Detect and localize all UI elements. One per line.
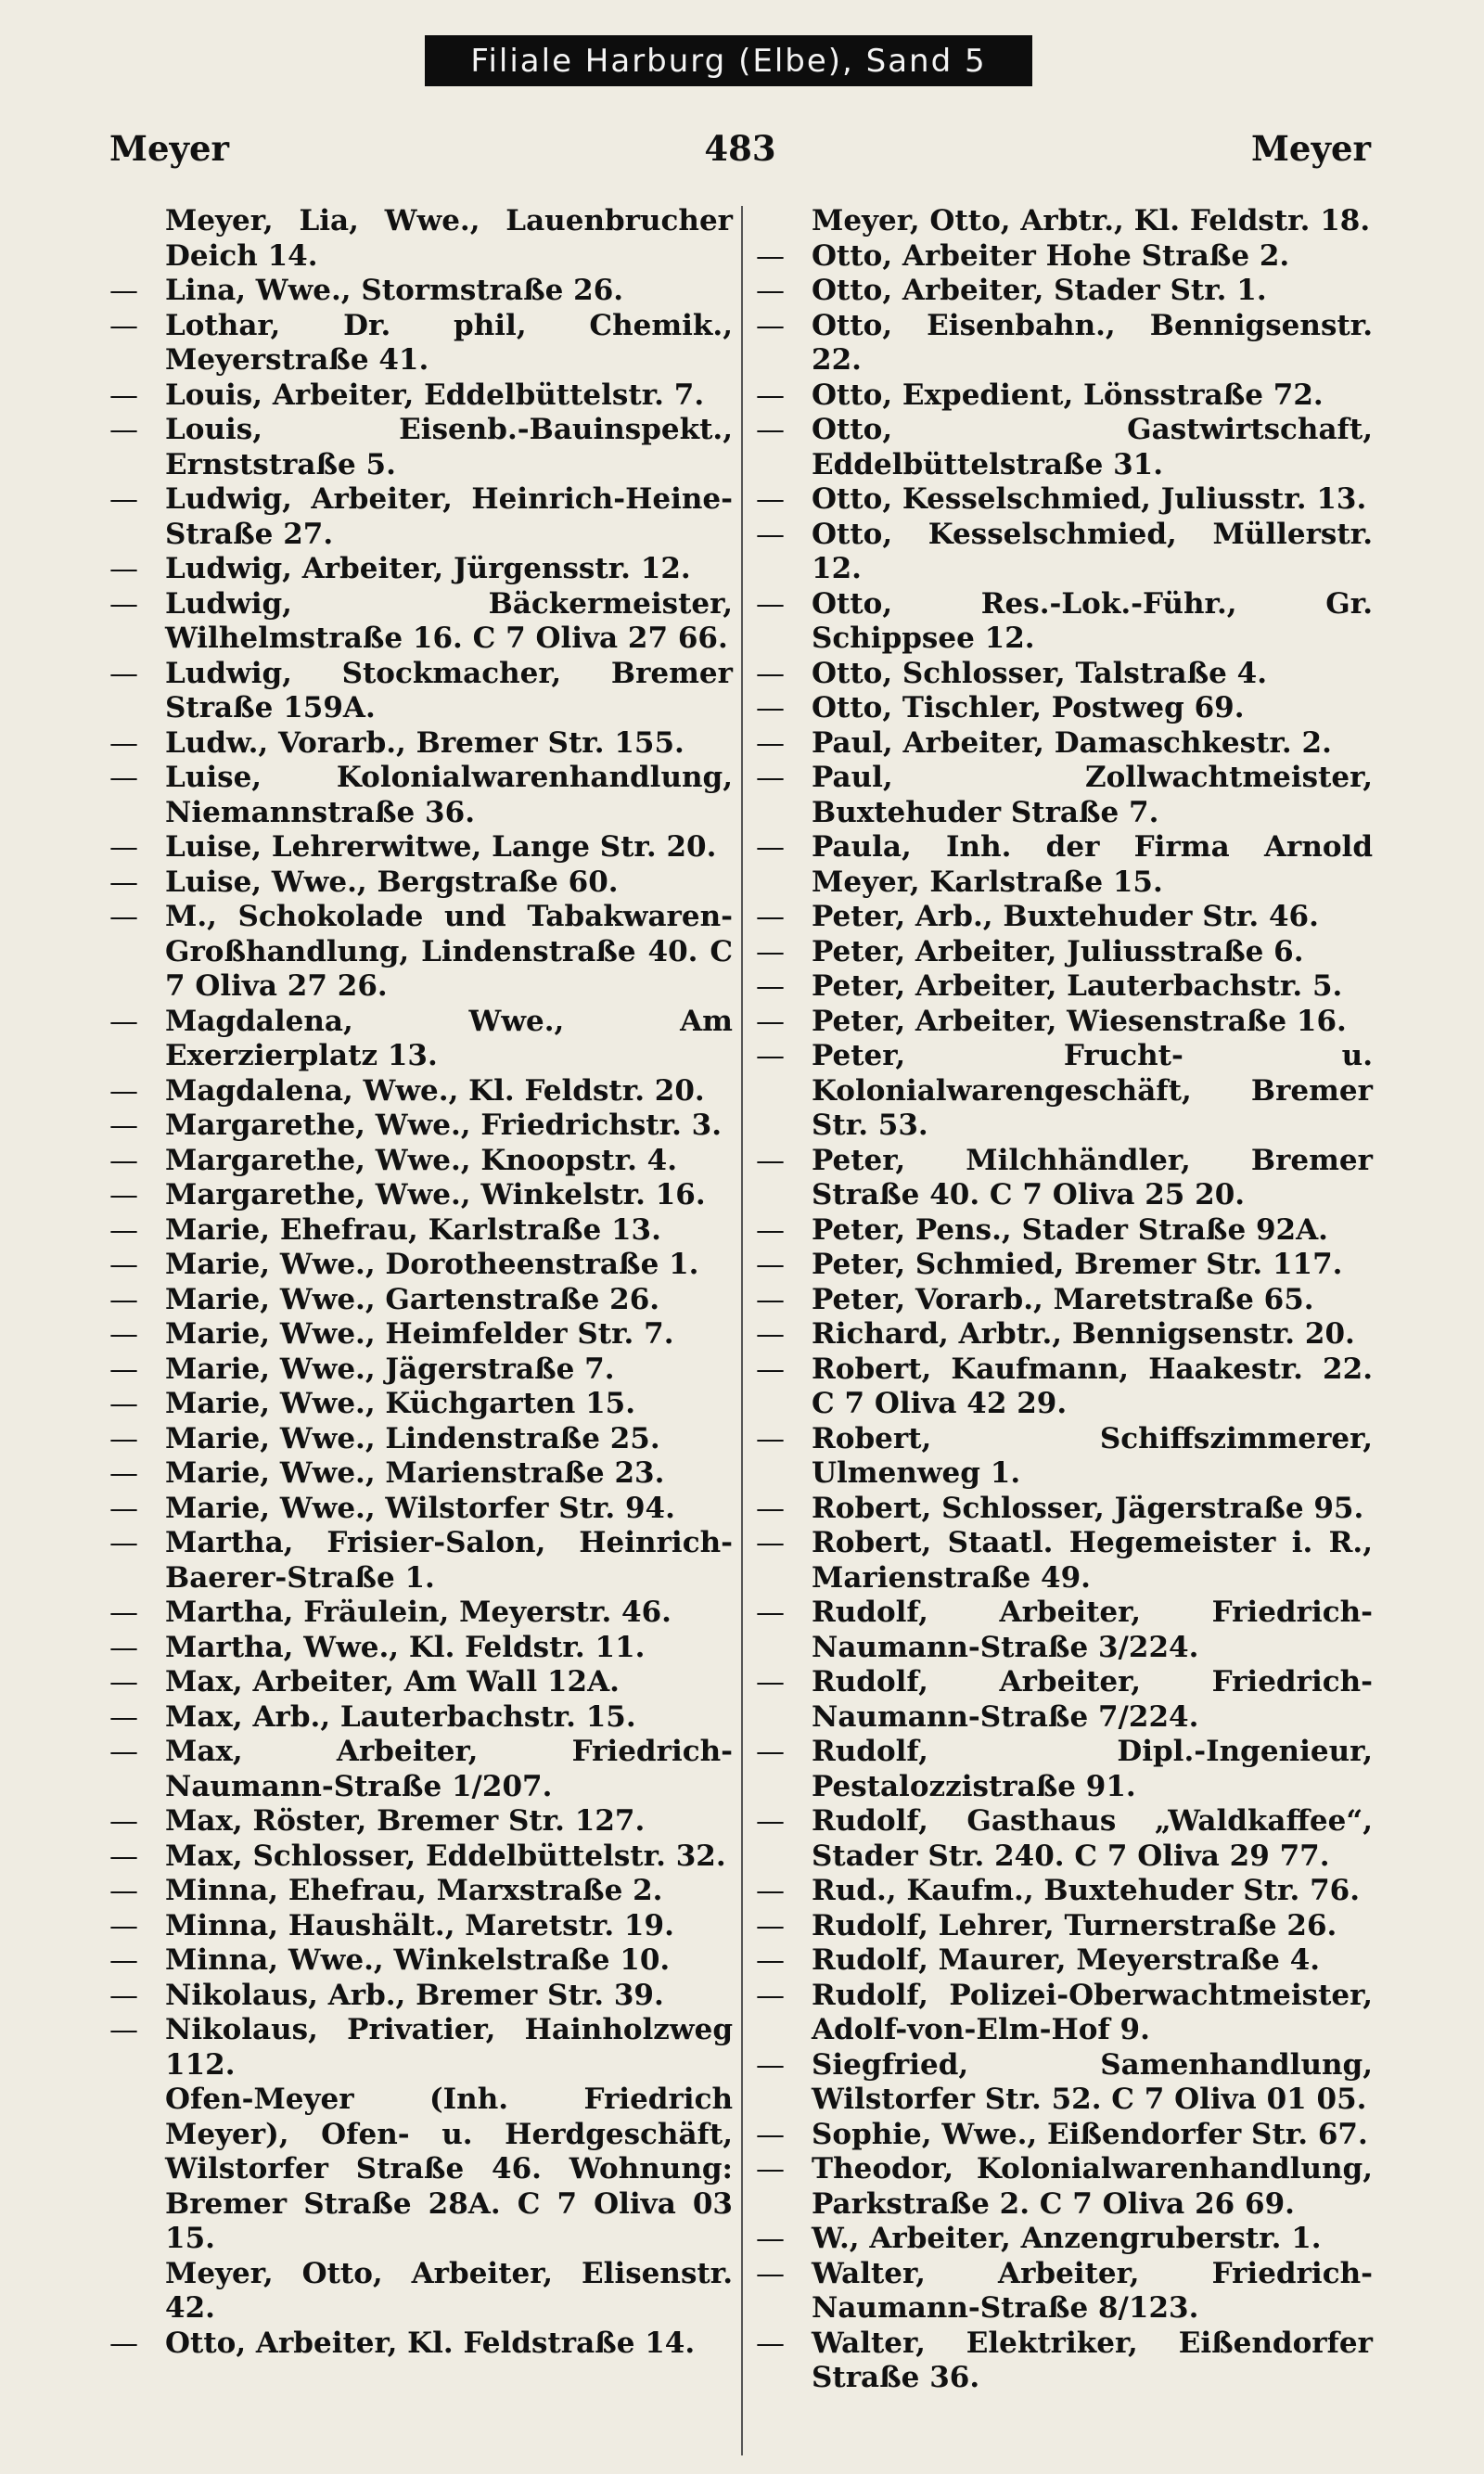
entry-text: Max, Röster, Bremer Str. 127. [165, 1804, 646, 1838]
directory-entry [109, 1979, 733, 2014]
entry-dash: — [109, 1282, 138, 1316]
entry-text: Meyer, Otto, Arbtr., Kl. Feldstr. 18. [812, 204, 1371, 237]
directory-entry [109, 1874, 733, 1909]
directory-entry [756, 1943, 1373, 1979]
entry-text: Ludwig, Stockmacher, Bremer Straße 159A. [165, 656, 733, 724]
entry-text: Otto, Arbeiter Hohe Straße 2. [812, 238, 1290, 273]
entry-text: Nikolaus, Arb., Bremer Str. 39. [165, 1978, 664, 2012]
entry-text: Marie, Wwe., Gartenstraße 26. [165, 1282, 660, 1316]
directory-entry [756, 1422, 1373, 1492]
directory-entry [756, 482, 1373, 518]
entry-dash: — [109, 1526, 138, 1559]
entry-text: Max, Schlosser, Eddelbüttelstr. 32. [165, 1839, 726, 1873]
entry-text: Magdalena, Wwe., Kl. Feldstr. 20. [165, 1073, 705, 1108]
directory-entry [109, 2013, 733, 2083]
directory-entry [109, 1317, 733, 1352]
entry-text: Otto, Arbeiter, Stader Str. 1. [812, 274, 1267, 307]
entry-text: Marie, Ehefrau, Karlstraße 13. [165, 1212, 661, 1247]
entry-text: Walter, Elektriker, Eißendorfer Straße 36. [812, 2326, 1373, 2394]
entry-text: Peter, Arbeiter, Lauterbachstr. 5. [812, 969, 1343, 1003]
entry-dash: — [756, 1596, 785, 1629]
directory-entry [756, 1352, 1373, 1422]
directory-entry [109, 1074, 733, 1109]
directory-entry [109, 830, 733, 865]
entry-text: Ofen-Meyer (Inh. Friedrich Meyer), Ofen- u. Herdgeschäft, Wilstorfer Straße 46. Wohnung: Bremer Straße 28A. C 7 Oliva 03 15. [165, 2083, 733, 2255]
directory-entry [756, 413, 1373, 482]
directory-entry [109, 1144, 733, 1179]
entry-text: Louis, Eisenb.-Bauinspekt., Ernststraße 5. [165, 413, 733, 481]
entry-dash: — [756, 1908, 785, 1942]
entry-dash: — [109, 725, 138, 760]
directory-entry [756, 1039, 1373, 1144]
entry-text: Rudolf, Arbeiter, Friedrich-Naumann-Straße 3/224. [812, 1596, 1373, 1664]
entry-dash: — [109, 1352, 138, 1386]
entry-text: Marie, Wwe., Jägerstraße 7. [165, 1352, 615, 1386]
entry-dash: — [109, 1665, 138, 1698]
entry-text: Luise, Kolonialwarenhandlung, Niemannstraße 36. [165, 761, 733, 829]
entry-dash: — [109, 1109, 138, 1142]
directory-entry [756, 378, 1373, 414]
directory-entry [756, 2048, 1373, 2118]
directory-entry [756, 900, 1373, 935]
entry-dash: — [109, 586, 138, 621]
directory-entry [756, 726, 1373, 762]
entry-dash: — [756, 1491, 785, 1525]
entry-text: Marie, Wwe., Marienstraße 23. [165, 1456, 665, 1490]
directory-entry [756, 1874, 1373, 1909]
directory-entry [109, 204, 733, 274]
entry-dash: — [756, 1735, 785, 1768]
entry-dash: — [109, 1421, 138, 1455]
entry-text: Peter, Pens., Stader Straße 92A. [812, 1212, 1328, 1247]
directory-entry [109, 1943, 733, 1979]
header-left-name: Meyer [109, 128, 230, 169]
entry-text: Peter, Vorarb., Maretstraße 65. [812, 1282, 1314, 1316]
directory-entry [109, 900, 733, 1005]
entry-text: Peter, Arb., Buxtehuder Str. 46. [812, 900, 1319, 933]
directory-entry [109, 274, 733, 309]
entry-text: Martha, Wwe., Kl. Feldstr. 11. [165, 1630, 646, 1664]
entry-dash: — [109, 413, 138, 446]
directory-entry [109, 726, 733, 762]
entry-dash: — [109, 378, 138, 412]
entry-text: Margarethe, Wwe., Knoopstr. 4. [165, 1143, 678, 1177]
directory-entry [109, 1178, 733, 1213]
directory-entry [109, 1283, 733, 1318]
directory-entry [756, 2327, 1373, 2396]
entry-text: Rudolf, Polizei-Oberwachtmeister, Adolf-von-Elm-Hof 9. [812, 1978, 1373, 2046]
entry-dash: — [756, 969, 785, 1003]
entry-dash: — [109, 2326, 138, 2360]
entry-text: Paula, Inh. der Firma Arnold Meyer, Karlstraße 15. [812, 830, 1373, 899]
entry-dash: — [109, 1491, 138, 1525]
entry-text: Otto, Eisenbahn., Bennigsenstr. 22. [812, 308, 1373, 377]
entry-text: Sophie, Wwe., Eißendorfer Str. 67. [812, 2117, 1368, 2151]
entry-dash: — [109, 761, 138, 794]
running-head [109, 128, 1371, 184]
entry-text: Louis, Arbeiter, Eddelbüttelstr. 7. [165, 378, 705, 412]
directory-entry [109, 1526, 733, 1596]
entry-dash: — [756, 238, 785, 273]
entry-dash: — [109, 1387, 138, 1420]
entry-dash: — [756, 1665, 785, 1698]
entry-dash: — [756, 1978, 785, 2012]
directory-entry [756, 1735, 1373, 1804]
entry-dash: — [756, 1804, 785, 1838]
entry-dash: — [756, 2256, 785, 2290]
entry-text: Marie, Wwe., Wilstorfer Str. 94. [165, 1491, 675, 1525]
directory-entry [109, 1492, 733, 1527]
entry-text: Siegfried, Samenhandlung, Wilstorfer Str. 52. C 7 Oliva 01 05. [812, 2047, 1373, 2116]
entry-dash: — [756, 934, 785, 968]
entry-text: Minna, Ehefrau, Marxstraße 2. [165, 1874, 663, 1907]
entry-dash: — [109, 1874, 138, 1907]
entry-text: Lothar, Dr. phil, Chemik., Meyerstraße 41. [165, 308, 733, 377]
directory-entry [756, 1005, 1373, 1040]
entry-dash: — [109, 1073, 138, 1108]
directory-entry [109, 413, 733, 482]
entry-text: Paul, Arbeiter, Damaschkestr. 2. [812, 725, 1332, 760]
entry-dash: — [756, 274, 785, 307]
directory-entry [756, 1317, 1373, 1352]
directory-entry [109, 1631, 733, 1666]
entry-text: Theodor, Kolonialwarenhandlung, Parkstraße 2. C 7 Oliva 26 69. [812, 2152, 1373, 2221]
entry-dash: — [756, 725, 785, 760]
entry-dash: — [109, 308, 138, 342]
entry-dash: — [109, 1212, 138, 1247]
entry-text: Margarethe, Wwe., Friedrichstr. 3. [165, 1109, 723, 1142]
entry-dash: — [109, 552, 138, 585]
directory-entry [756, 239, 1373, 275]
entry-dash: — [109, 1630, 138, 1664]
entry-text: Ludwig, Arbeiter, Heinrich-Heine-Straße 27. [165, 482, 733, 551]
directory-entry [756, 1665, 1373, 1735]
directory-entry [109, 1422, 733, 1457]
entry-text: Nikolaus, Privatier, Hainholzweg 112. [165, 2013, 733, 2082]
entry-dash: — [756, 1943, 785, 1977]
directory-entry [756, 935, 1373, 970]
directory-entry [756, 1909, 1373, 1944]
directory-entry [756, 2222, 1373, 2257]
entry-text: Otto, Tischler, Postweg 69. [812, 691, 1245, 724]
entry-text: Max, Arb., Lauterbachstr. 15. [165, 1699, 636, 1734]
entry-dash: — [756, 1212, 785, 1247]
entry-dash: — [756, 900, 785, 933]
entry-dash: — [109, 1908, 138, 1942]
directory-entry [109, 1248, 733, 1283]
entry-text: Peter, Arbeiter, Wiesenstraße 16. [812, 1004, 1347, 1038]
entry-text: Otto, Gastwirtschaft, Eddelbüttelstraße 31. [812, 413, 1373, 481]
entry-dash: — [109, 1943, 138, 1977]
entry-text: Rudolf, Dipl.-Ingenieur, Pestalozzistraße 91. [812, 1735, 1373, 1803]
entry-text: Ludw., Vorarb., Bremer Str. 155. [165, 725, 684, 760]
entry-text: Rudolf, Lehrer, Turnerstraße 26. [812, 1908, 1337, 1942]
entry-dash: — [756, 1874, 785, 1907]
directory-entry [756, 1526, 1373, 1596]
entry-text: Martha, Fräulein, Meyerstr. 46. [165, 1596, 672, 1629]
directory-entry [109, 1456, 733, 1492]
entry-text: Max, Arbeiter, Friedrich-Naumann-Straße 1/207. [165, 1735, 733, 1803]
directory-entry [109, 587, 733, 657]
entry-text: Otto, Arbeiter, Kl. Feldstraße 14. [165, 2326, 696, 2360]
entry-text: Marie, Wwe., Heimfelder Str. 7. [165, 1317, 674, 1351]
entry-dash: — [756, 1039, 785, 1072]
entry-dash: — [756, 2047, 785, 2082]
directory-entry [756, 518, 1373, 587]
entry-text: Robert, Schiffszimmerer, Ulmenweg 1. [812, 1421, 1373, 1490]
directory-entry [109, 309, 733, 378]
entry-dash: — [109, 274, 138, 307]
directory-entry [756, 657, 1373, 692]
entry-dash: — [756, 308, 785, 342]
entry-text: Otto, Expedient, Lönsstraße 72. [812, 378, 1324, 412]
entry-dash: — [756, 1004, 785, 1038]
entry-text: Robert, Schlosser, Jägerstraße 95. [812, 1491, 1364, 1525]
directory-entry [756, 1596, 1373, 1665]
entry-dash: — [756, 1421, 785, 1455]
entry-text: Paul, Zollwachtmeister, Buxtehuder Straße 7. [812, 761, 1373, 829]
directory-entry [109, 2257, 733, 2327]
directory-entry [756, 1804, 1373, 1874]
entry-dash: — [109, 1178, 138, 1211]
entry-dash: — [756, 517, 785, 551]
entry-text: Robert, Staatl. Hegemeister i. R., Marienstraße 49. [812, 1526, 1373, 1595]
directory-entry [109, 1005, 733, 1074]
entry-text: Marie, Wwe., Küchgarten 15. [165, 1387, 636, 1420]
entry-dash: — [756, 586, 785, 621]
directory-entry [109, 1735, 733, 1804]
page-number: 483 [704, 128, 776, 169]
entry-dash: — [756, 691, 785, 724]
entry-text: Meyer, Lia, Wwe., Lauenbrucher Deich 14. [165, 204, 733, 273]
directory-entry [756, 2152, 1373, 2222]
entry-dash: — [109, 1456, 138, 1490]
entry-text: Martha, Frisier-Salon, Heinrich-Baerer-Straße 1. [165, 1526, 733, 1595]
entry-dash: — [109, 1978, 138, 2012]
entry-text: Otto, Kesselschmied, Müllerstr. 12. [812, 517, 1373, 585]
entry-text: Rudolf, Gasthaus „Waldkaffee“, Stader Str. 240. C 7 Oliva 29 77. [812, 1804, 1373, 1873]
entry-dash: — [109, 1143, 138, 1177]
entry-text: Richard, Arbtr., Bennigsenstr. 20. [812, 1317, 1355, 1351]
directory-entry [109, 1596, 733, 1631]
entry-dash: — [109, 1004, 138, 1038]
directory-entry [109, 1665, 733, 1700]
column-divider [741, 206, 743, 2455]
entry-text: Marie, Wwe., Lindenstraße 25. [165, 1421, 660, 1455]
directory-entry [756, 830, 1373, 900]
entry-text: Peter, Schmied, Bremer Str. 117. [812, 1248, 1343, 1281]
entry-text: Ludwig, Bäckermeister, Wilhelmstraße 16. C 7 Oliva 27 66. [165, 586, 733, 655]
directory-entry [109, 1804, 733, 1839]
directory-entry [756, 309, 1373, 378]
entry-dash: — [756, 1282, 785, 1316]
entry-dash: — [756, 1248, 785, 1281]
directory-entry [109, 378, 733, 414]
directory-entry [756, 691, 1373, 726]
directory-entry [109, 865, 733, 901]
entry-text: Max, Arbeiter, Am Wall 12A. [165, 1665, 620, 1698]
directory-entry [109, 761, 733, 830]
directory-entry [756, 1248, 1373, 1283]
entry-text: Ludwig, Arbeiter, Jürgensstr. 12. [165, 552, 691, 585]
directory-entry [109, 1352, 733, 1388]
entry-text: M., Schokolade und Tabakwaren-Großhandlung, Lindenstraße 40. C 7 Oliva 27 26. [165, 900, 733, 1003]
left-column [109, 204, 733, 2361]
directory-entry [756, 204, 1373, 239]
entry-dash: — [756, 761, 785, 794]
entry-text: Minna, Haushält., Maretstr. 19. [165, 1908, 674, 1942]
entry-text: Otto, Res.-Lok.-Führ., Gr. Schippsee 12. [812, 586, 1373, 655]
header-right-name: Meyer [1250, 128, 1371, 169]
directory-entry [756, 1492, 1373, 1527]
entry-dash: — [109, 830, 138, 864]
entry-text: Peter, Frucht- u. Kolonialwarengeschäft, Bremer Str. 53. [812, 1039, 1373, 1142]
directory-entry [756, 274, 1373, 309]
entry-dash: — [109, 1735, 138, 1768]
entry-text: Rud., Kaufm., Buxtehuder Str. 76. [812, 1874, 1361, 1907]
branch-banner: Filiale Harburg (Elbe), Sand 5 [425, 35, 1032, 86]
directory-entry [756, 969, 1373, 1005]
entry-text: Marie, Wwe., Dorotheenstraße 1. [165, 1248, 699, 1281]
entry-text: Lina, Wwe., Stormstraße 26. [165, 274, 624, 307]
entry-text: Margarethe, Wwe., Winkelstr. 16. [165, 1178, 706, 1211]
entry-text: Walter, Arbeiter, Friedrich-Naumann-Straße 8/123. [812, 2256, 1373, 2325]
entry-text: Robert, Kaufmann, Haakestr. 22. C 7 Oliva 42 29. [812, 1352, 1373, 1420]
entry-dash: — [109, 1699, 138, 1734]
entry-text: Minna, Wwe., Winkelstraße 10. [165, 1943, 671, 1977]
directory-entry [109, 1387, 733, 1422]
entry-dash: — [109, 1804, 138, 1838]
right-column [756, 204, 1373, 2396]
entry-dash: — [756, 1143, 785, 1177]
entry-dash: — [109, 482, 138, 516]
entry-dash: — [109, 1596, 138, 1629]
directory-entry [756, 761, 1373, 830]
directory-entry [109, 1839, 733, 1875]
directory-entry [756, 1283, 1373, 1318]
entry-text: W., Arbeiter, Anzengruberstr. 1. [812, 2222, 1322, 2255]
entry-dash: — [109, 1317, 138, 1351]
directory-entry [756, 2257, 1373, 2327]
entry-text: Magdalena, Wwe., Am Exerzierplatz 13. [165, 1004, 733, 1072]
entry-dash: — [756, 2152, 785, 2186]
entry-dash: — [109, 1839, 138, 1873]
entry-dash: — [756, 2222, 785, 2255]
entry-text: Rudolf, Maurer, Meyerstraße 4. [812, 1943, 1321, 1977]
directory-entry [109, 2327, 733, 2362]
entry-text: Meyer, Otto, Arbeiter, Elisenstr. 42. [165, 2256, 733, 2325]
entry-text: Luise, Lehrerwitwe, Lange Str. 20. [165, 830, 717, 864]
directory-entry [109, 1909, 733, 1944]
entry-dash: — [756, 1317, 785, 1351]
directory-entry [756, 1213, 1373, 1249]
entry-dash: — [756, 1526, 785, 1559]
entry-text: Peter, Arbeiter, Juliusstraße 6. [812, 934, 1304, 968]
directory-entry [109, 482, 733, 552]
directory-entry [756, 587, 1373, 657]
entry-dash: — [109, 1248, 138, 1281]
entry-text: Otto, Kesselschmied, Juliusstr. 13. [812, 482, 1367, 516]
directory-entry [109, 1109, 733, 1144]
entry-dash: — [756, 413, 785, 446]
entry-dash: — [756, 482, 785, 516]
entry-dash: — [109, 900, 138, 933]
entry-text: Peter, Milchhändler, Bremer Straße 40. C 7 Oliva 25 20. [812, 1143, 1373, 1211]
entry-text: Rudolf, Arbeiter, Friedrich-Naumann-Straße 7/224. [812, 1665, 1373, 1734]
directory-entry [109, 552, 733, 587]
entry-dash: — [109, 865, 138, 899]
directory-entry [109, 657, 733, 726]
entry-dash: — [756, 830, 785, 864]
directory-entry [756, 2118, 1373, 2153]
entry-text: Otto, Schlosser, Talstraße 4. [812, 656, 1268, 690]
directory-entry [109, 1700, 733, 1736]
directory-entry [109, 1213, 733, 1249]
directory-entry [109, 2083, 733, 2257]
entry-dash: — [109, 656, 138, 690]
directory-entry [756, 1144, 1373, 1213]
entry-dash: — [756, 1352, 785, 1386]
directory-entry [756, 1979, 1373, 2048]
entry-text: Luise, Wwe., Bergstraße 60. [165, 865, 619, 899]
entry-dash: — [756, 2117, 785, 2151]
entry-dash: — [756, 378, 785, 412]
entry-dash: — [756, 656, 785, 690]
entry-dash: — [109, 2013, 138, 2046]
entry-dash: — [756, 2326, 785, 2360]
